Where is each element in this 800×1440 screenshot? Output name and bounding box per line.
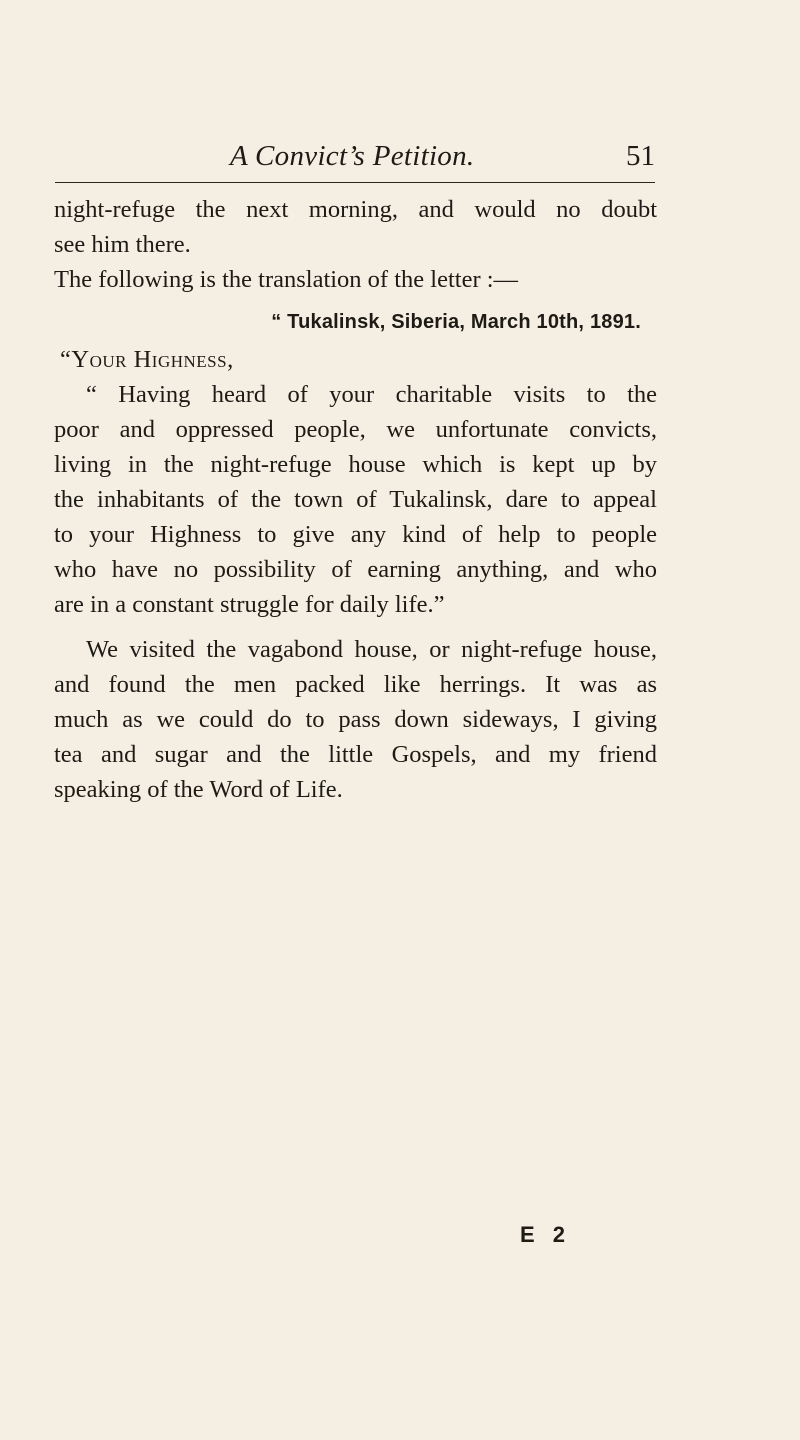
letter-line: are in a constant struggle for daily life.” bbox=[54, 591, 445, 618]
signature-mark: E 2 bbox=[520, 1222, 572, 1247]
letter-line: “ Having heard of your charitable visits to the bbox=[86, 381, 657, 408]
letter-dateline: “ Tukalinsk, Siberia, March 10th, 1891. bbox=[271, 311, 641, 333]
page-number: 51 bbox=[626, 140, 655, 172]
letter-line: poor and oppressed people, we unfortunate convicts, bbox=[54, 416, 657, 443]
letter-line: living in the night-refuge house which is kept up by bbox=[54, 451, 657, 478]
text-line: see him there. bbox=[54, 231, 191, 258]
text-line: night-refuge the next morning, and would no doubt bbox=[54, 196, 657, 223]
letter-line: to your Highness to give any kind of help to people bbox=[54, 521, 657, 548]
text-line: tea and sugar and the little Gospels, and my friend bbox=[54, 741, 657, 768]
paragraph-gap bbox=[54, 622, 657, 632]
letter-salutation: “Your Highness, bbox=[60, 346, 234, 373]
letter-line: the inhabitants of the town of Tukalinsk, dare to appeal bbox=[54, 486, 657, 513]
body-text bbox=[54, 192, 657, 807]
text-line: and found the men packed like herrings. It was as bbox=[54, 671, 657, 698]
letter-line: who have no possibility of earning anything, and who bbox=[54, 556, 657, 583]
text-line: much as we could do to pass down sideways, I giving bbox=[54, 706, 657, 733]
running-head bbox=[55, 140, 655, 180]
text-line: speaking of the Word of Life. bbox=[54, 776, 343, 803]
text-line: The following is the translation of the letter :— bbox=[54, 266, 519, 293]
running-title: A Convict’s Petition. bbox=[230, 140, 475, 172]
header-rule bbox=[55, 182, 655, 183]
text-line: We visited the vagabond house, or night-refuge house, bbox=[86, 636, 657, 663]
